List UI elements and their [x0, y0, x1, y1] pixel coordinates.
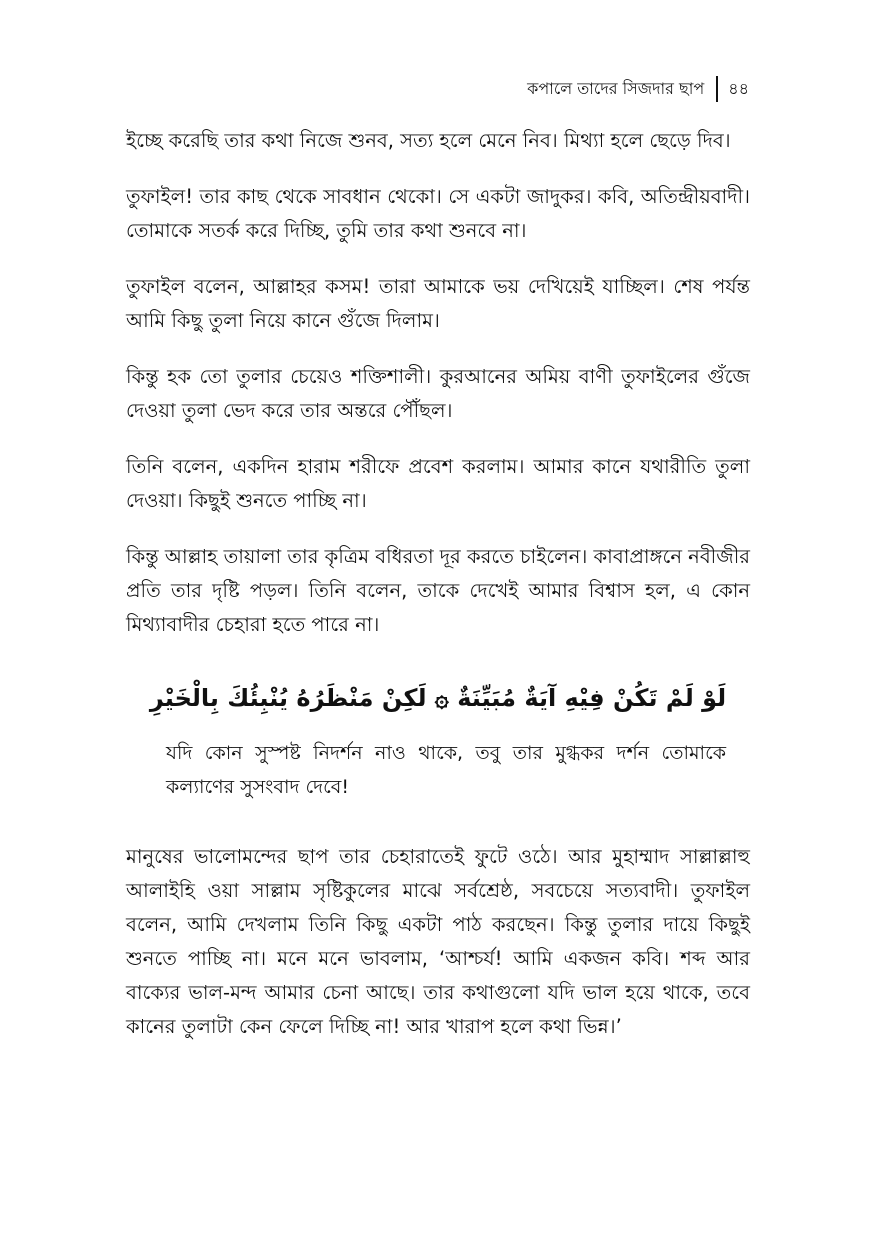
paragraph-6: কিন্তু আল্লাহ তায়ালা তার কৃত্রিম বধিরতা দূর করতে চাইলেন। কাবাপ্রাঙ্গনে নবীজীর প্রতি তার দৃষ্টি পড়ল। তিনি বলেন, তাকে দেখেই আমার বিশ্বাস হল, এ কোন মিথ্যাবাদীর চেহারা হতে পারে না।	[126, 545, 750, 636]
paragraph-2: তুফাইল! তার কাছ থেকে সাবধান থেকো। সে একটা জাদুকর। কবি, অতিন্দ্রীয়বাদী। তোমাকে সতর্ক করে দিচ্ছি, তুমি তার কথা শুনবে না।	[126, 185, 750, 242]
arabic-verse: لَوْ لَمْ تَكُنْ فِيْهِ آيَةٌ مُبَيِّنَةٌ ۞ لَكِنْ مَنْظَرُهُ يُنْبِئُكَ بِالْخَيْرِ	[149, 684, 727, 712]
closing-paragraph: মানুষের ভালোমন্দের ছাপ তার চেহারাতেই ফুটে ওঠে। আর মুহাম্মাদ সাল্লাল্লাহু আলাইহি ওয়া সাল্লাম সৃষ্টিকুলের মাঝে সর্বশ্রেষ্ঠ, সবচেয়ে সত্যবাদী। তুফাইল বলেন, আমি দেখলাম তিনি কিছু একটা পাঠ করছেন। কিন্তু তুলার দায়ে কিছুই শুনতে পাচ্ছি না। মনে মনে ভাবলাম, ‘আশ্চর্য! আমি একজন কবি। শব্দ আর বাক্যের ভাল-মন্দ আমার চেনা আছে। তার কথাগুলো যদি ভাল হয়ে থাকে, তবে কানের তুলাটা কেন ফেলে দিচ্ছি না! আর খারাপ হলে কথা ভিন্ন।’	[126, 845, 750, 1038]
verse-translation: যদি কোন সুস্পষ্ট নিদর্শন নাও থাকে, তবু তার মুগ্ধকর দর্শন তোমাকে কল্যাণের সুসংবাদ দেবে!	[166, 742, 726, 798]
paragraph-4: কিন্তু হক তো তুলার চেয়েও শক্তিশালী। কুরআনের অমিয় বাণী তুফাইলের গুঁজে দেওয়া তুলা ভেদ করে তার অন্তরে পৌঁছল।	[126, 365, 750, 422]
page-body	[126, 124, 750, 1066]
header-divider	[716, 76, 718, 102]
chapter-title: কপালে তাদের সিজদার ছাপ	[527, 78, 705, 98]
paragraph-3: তুফাইল বলেন, আল্লাহর কসম! তারা আমাকে ভয় দেখিয়েই যাচ্ছিল। শেষ পর্যন্ত আমি কিছু তুলা নিয়ে কানে গুঁজে দিলাম।	[126, 275, 750, 332]
page-number: ৪৪	[728, 78, 749, 98]
paragraph-5: তিনি বলেন, একদিন হারাম শরীফে প্রবেশ করলাম। আমার কানে যথারীতি তুলা দেওয়া। কিছুই শুনতে পাচ্ছি না।	[126, 455, 750, 512]
paragraph-1: ইচ্ছে করেছি তার কথা নিজে শুনব, সত্য হলে মেনে নিব। মিথ্যা হলে ছেড়ে দিব।	[126, 129, 731, 152]
running-header	[527, 76, 749, 102]
